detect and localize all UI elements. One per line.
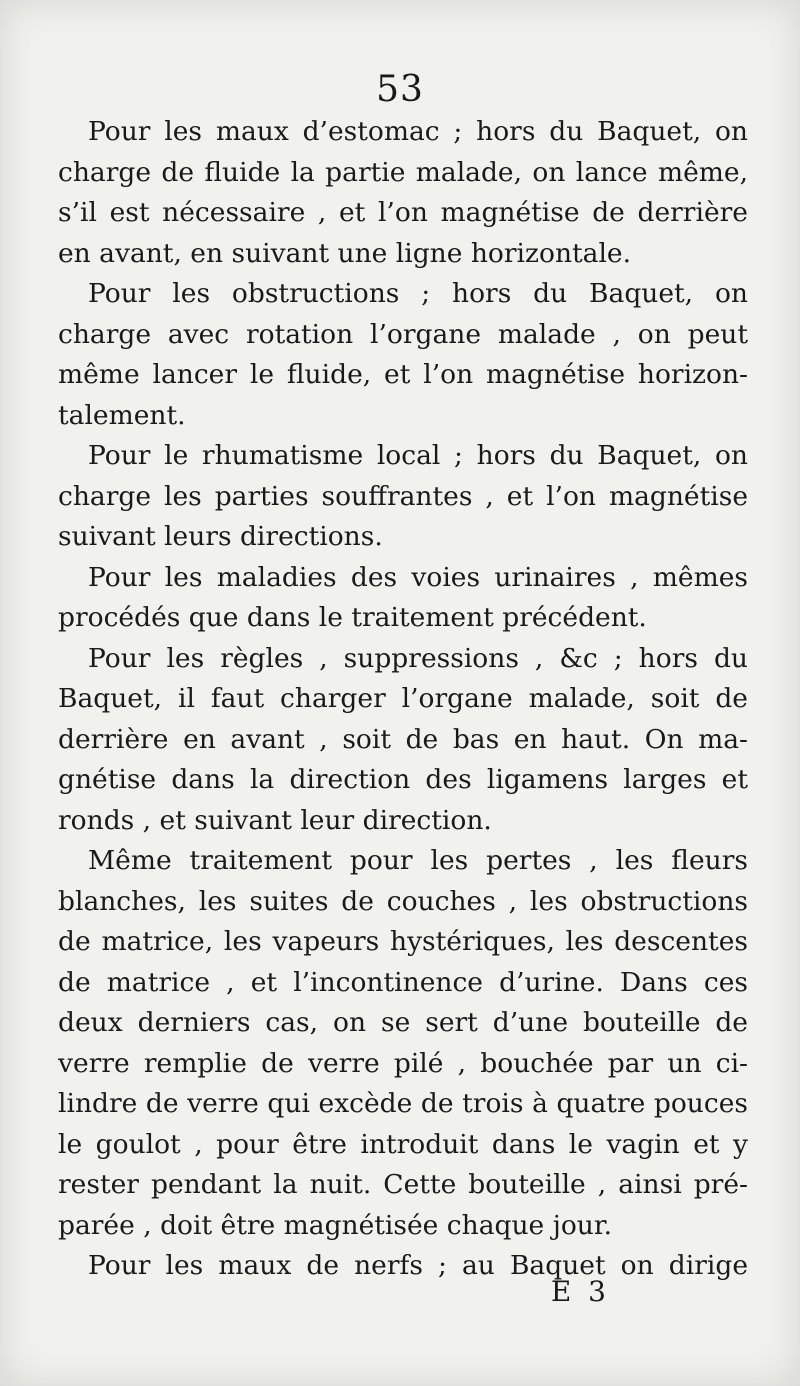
text-line: rester pendant la nuit. Cette bouteille , ainsi pré- xyxy=(58,1169,748,1200)
text-line: le goulot , pour être introduit dans le vagin et y xyxy=(58,1128,748,1160)
body-text xyxy=(58,112,748,1287)
text-line: s’il est nécessaire , et l’on magnétise de derrière xyxy=(58,197,748,228)
text-line: Pour les maladies des voies urinaires , mêmes xyxy=(88,561,748,593)
text-line: charge les parties souffrantes , et l’on magnétise xyxy=(58,480,748,512)
text-line: suivant leurs directions. xyxy=(58,521,383,552)
text-line: derrière en avant , soit de bas en haut. On ma- xyxy=(58,723,748,755)
text-line: en avant, en suivant une ligne horizontale. xyxy=(58,237,632,269)
text-line: gnétise dans la direction des ligamens larges et xyxy=(58,764,748,795)
text-line: procédés que dans le traitement précédent. xyxy=(58,602,647,633)
text-line: deux derniers cas, on se sert d’une bouteille de xyxy=(58,1007,748,1038)
text-line: Pour les maux d’estomac ; hors du Baquet, on xyxy=(88,116,748,147)
text-line: charge avec rotation l’organe malade , on peut xyxy=(58,318,748,350)
text-line: parée , doit être magnétisée chaque jour. xyxy=(58,1209,613,1241)
page-number: 53 xyxy=(376,69,424,110)
text-line: Pour le rhumatisme local ; hors du Baquet, on xyxy=(88,440,748,471)
text-line: Même traitement pour les pertes , les fleurs xyxy=(88,845,748,876)
text-line: même lancer le fluide, et l’on magnétise horizon- xyxy=(58,359,748,390)
text-line: talement. xyxy=(58,399,186,431)
text-line: charge de fluide la partie malade, on lance même, xyxy=(58,156,748,188)
text-line: blanches, les suites de couches , les obstructions xyxy=(58,885,748,917)
text-line: de matrice , et l’incontinence d’urine. Dans ces xyxy=(58,966,748,998)
text-line: de matrice, les vapeurs hystériques, les descentes xyxy=(58,926,748,957)
signature-mark: E 3 xyxy=(550,1275,610,1308)
text-line: Baquet, il faut charger l’organe malade, soit de xyxy=(58,683,748,714)
text-line: Pour les règles , suppressions , &c ; hors du xyxy=(88,642,748,674)
text-line: Pour les maux de nerfs ; au Baquet on dirige xyxy=(88,1250,748,1281)
text-line: ronds , et suivant leur direction. xyxy=(58,804,492,836)
text-line: verre remplie de verre pilé , bouchée par un ci- xyxy=(58,1047,748,1079)
text-line: lindre de verre qui excède de trois à quatre pouces xyxy=(58,1088,748,1119)
text-line: Pour les obstructions ; hors du Baquet, on xyxy=(88,278,748,309)
